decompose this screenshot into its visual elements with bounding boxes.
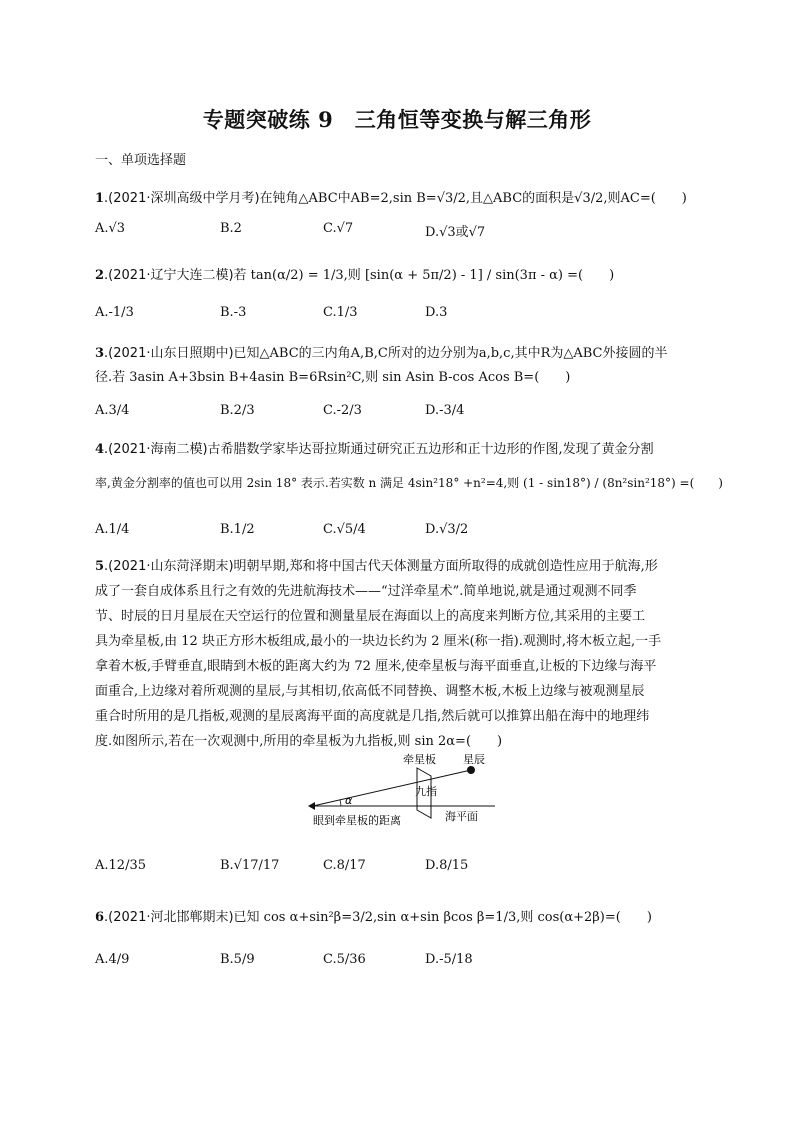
option-c: C.5/36 bbox=[323, 952, 366, 967]
option-d: D.√3或√7 bbox=[425, 225, 486, 240]
question-5 bbox=[95, 555, 700, 574]
question-text: 在钝角△ABC中AB=2,sin B=√3/2,且△ABC的面积是√3/2,则AC=( ) bbox=[259, 191, 687, 206]
question-text-line: 成了一套自成体系且行之有效的先进航海技术——“过洋牵星术”.简单地说,就是通过观测不同季 bbox=[95, 584, 637, 599]
option-b: B.1/2 bbox=[220, 522, 255, 537]
page-title: 专题突破练 9 三角恒等变换与解三角形 bbox=[202, 107, 592, 132]
question-text: 明朝早期,郑和将中国古代天体测量方面所取得的成就创造性应用于航海,形 bbox=[233, 559, 658, 574]
question-4 bbox=[95, 438, 700, 457]
option-b: B.2/3 bbox=[220, 403, 255, 418]
nine-label: 九指 bbox=[415, 785, 437, 798]
option-b: B.√17/17 bbox=[220, 858, 280, 873]
question-text-line: 率,黄金分割率的值也可以用 2sin 18° 表示.若实数 n 满足 4sin²18° +n²=4,则 (1 - sin18°) / (8n²sin²18°) =( ) bbox=[95, 476, 723, 490]
section-heading: 一、单项选择题 bbox=[95, 153, 187, 168]
star-label: 星辰 bbox=[463, 753, 485, 766]
question-text: 古希腊数学家毕达哥拉斯通过研究正五边形和正十边形的作图,发现了黄金分割 bbox=[207, 442, 654, 457]
question-6 bbox=[95, 906, 700, 925]
question-text-line: 度.如图所示,若在一次观测中,所用的牵星板为九指板,则 sin 2α=( ) bbox=[95, 734, 503, 749]
option-c: C.√7 bbox=[323, 221, 354, 236]
angle-arc bbox=[340, 800, 341, 806]
question-source: .(2021·山东日照期中) bbox=[104, 346, 234, 361]
board-label: 牵星板 bbox=[403, 753, 436, 766]
question-number: 1 bbox=[95, 191, 105, 206]
question-number: 6 bbox=[95, 910, 105, 925]
question-1 bbox=[95, 187, 700, 206]
question-source: .(2021·深圳高级中学月考) bbox=[104, 191, 260, 206]
option-b: B.-3 bbox=[220, 305, 247, 320]
question-text-line: 节、时辰的日月星辰在天空运行的位置和测量星辰在海面以上的高度来判断方位,其采用的主要工 bbox=[95, 609, 646, 624]
option-a: A.-1/3 bbox=[95, 305, 134, 320]
question-number: 2 bbox=[95, 268, 105, 283]
question-number: 5 bbox=[95, 559, 105, 574]
option-d: D.8/15 bbox=[425, 858, 469, 873]
question-number: 3 bbox=[95, 346, 105, 361]
option-a: A.3/4 bbox=[95, 403, 130, 418]
question-source: .(2021·河北邯郸期末) bbox=[104, 910, 234, 925]
question-text-line: 具为牵星板,由 12 块正方形木板组成,最小的一块边长约为 2 厘米(称一指).观测时,将木板立起,一手 bbox=[95, 634, 662, 649]
option-d: D.√3/2 bbox=[425, 522, 469, 537]
question-source: .(2021·山东菏泽期末) bbox=[104, 559, 234, 574]
option-c: C.8/17 bbox=[323, 858, 366, 873]
option-c: C.-2/3 bbox=[323, 403, 362, 418]
question-2 bbox=[95, 264, 700, 283]
question-text: 已知 cos α+sin²β=3/2,sin α+sin βcos β=1/3,则 cos(α+2β)=( ) bbox=[233, 910, 652, 925]
option-c: C.√5/4 bbox=[323, 522, 366, 537]
sight-line bbox=[313, 770, 471, 806]
question-3 bbox=[95, 342, 700, 361]
question-text: 已知△ABC的三内角A,B,C所对的边分别为a,b,c,其中R为△ABC外接圆的半 bbox=[233, 346, 668, 361]
option-a: A.12/35 bbox=[95, 858, 146, 873]
option-d: D.3 bbox=[425, 305, 448, 320]
question-text-line: 拿着木板,手臂垂直,眼睛到木板的距离大约为 72 厘米,使牵星板与海平面垂直,让板的下边缘与海平 bbox=[95, 659, 657, 674]
star-board-diagram bbox=[305, 752, 505, 832]
option-a: A.1/4 bbox=[95, 522, 130, 537]
option-d: D.-5/18 bbox=[425, 952, 473, 967]
star-dot bbox=[467, 766, 475, 774]
question-text-line: 径.若 3asin A+3bsin B+4asin B=6Rsin²C,则 sin Asin B-cos Acos B=( ) bbox=[95, 370, 571, 385]
option-b: B.2 bbox=[220, 221, 242, 236]
option-a: A.4/9 bbox=[95, 952, 130, 967]
option-d: D.-3/4 bbox=[425, 403, 465, 418]
question-text: 若 tan(α/2) = 1/3,则 [sin(α + 5π/2) - 1] / sin(3π - α) =( ) bbox=[233, 268, 615, 283]
question-number: 4 bbox=[95, 442, 105, 457]
sea-label: 海平面 bbox=[445, 810, 478, 823]
question-text-line: 面重合,上边缘对着所观测的星辰,与其相切,依高低不同替换、调整木板,木板上边缘与被观测星辰 bbox=[95, 684, 645, 699]
question-source: .(2021·辽宁大连二模) bbox=[104, 268, 234, 283]
eye-distance-label: 眼到牵星板的距离 bbox=[313, 814, 401, 827]
option-a: A.√3 bbox=[95, 221, 126, 236]
option-b: B.5/9 bbox=[220, 952, 255, 967]
question-text-line: 重合时所用的是几指板,观测的星辰离海平面的高度就是几指,然后就可以推算出船在海中的地理纬 bbox=[95, 709, 650, 724]
option-c: C.1/3 bbox=[323, 305, 358, 320]
angle-label: α bbox=[345, 794, 353, 807]
question-source: .(2021·海南二模) bbox=[104, 442, 208, 457]
